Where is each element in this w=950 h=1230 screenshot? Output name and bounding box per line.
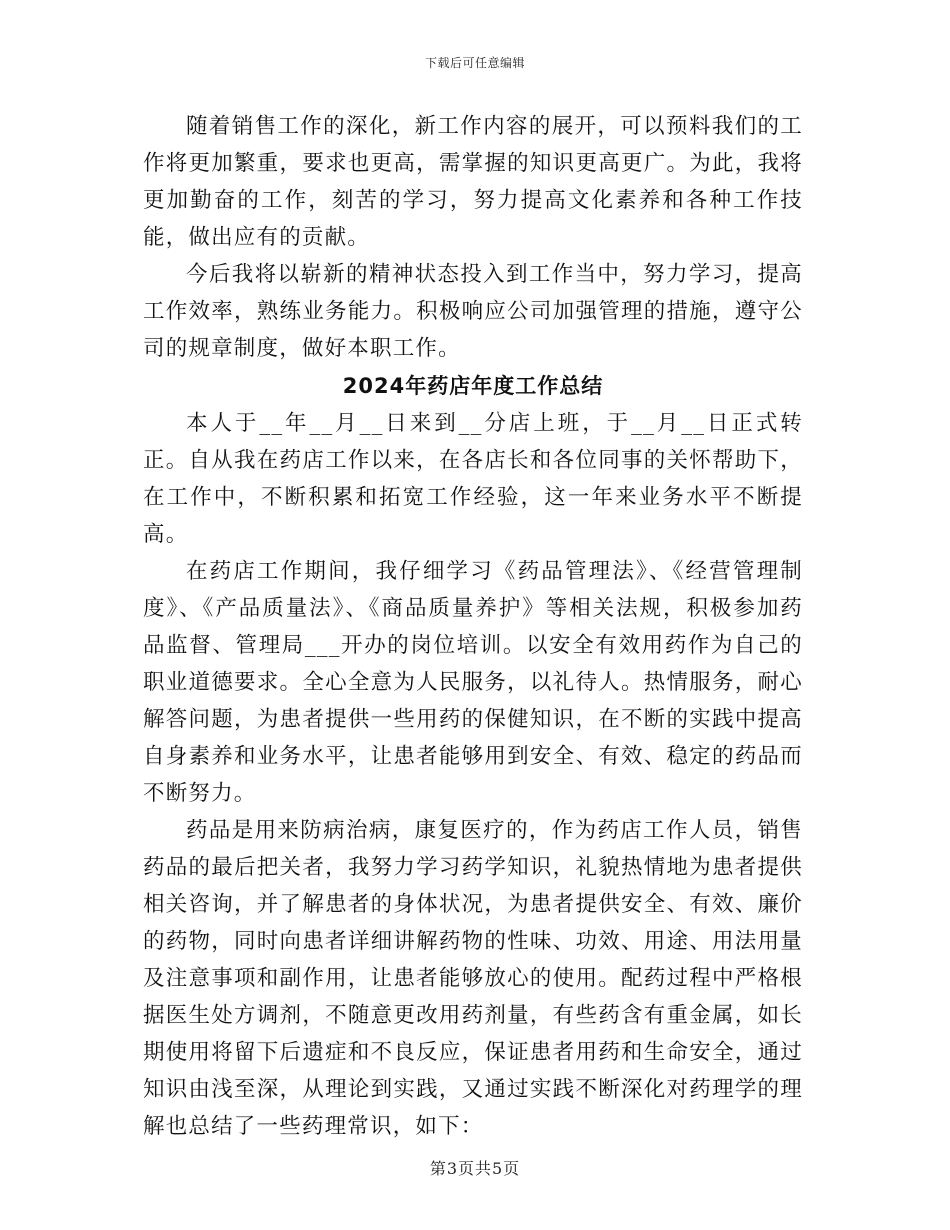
body-paragraph: 在药店工作期间，我仔细学习《药品管理法》、《经营管理制度》、《产品质量法》、《商品质量养护》等相关法规，积极参加药品监督、管理局___开办的岗位培训。以安全有效用药作为自己的职业道德要求。全心全意为人民服务，以礼待人。热情服务，耐心解答问题，为患者提供一些用药的保健知识，在不断的实践中提高自身素养和业务水平，让患者能够用到安全、有效、稳定的药品而不断努力。	[143, 559, 803, 806]
body-paragraph: 今后我将以崭新的精神状态投入到工作当中，努力学习，提高工作效率，熟练业务能力。积极响应公司加强管理的措施，遵守公司的规章制度，做好本职工作。	[143, 262, 803, 361]
page-header: 下载后可任意编辑	[424, 56, 525, 70]
document-body	[143, 108, 803, 1145]
body-paragraph: 随着销售工作的深化，新工作内容的展开，可以预料我们的工作将更加繁重，要求也更高，需掌握的知识更高更广。为此，我将更加勤奋的工作，刻苦的学习，努力提高文化素养和各种工作技能，做出应有的贡献。	[143, 114, 803, 250]
section-title: 2024年药店年度工作总结	[342, 374, 604, 398]
page-footer: 第3页共5页	[429, 1159, 521, 1178]
body-paragraph: 药品是用来防病治病，康复医疗的，作为药店工作人员，销售药品的最后把关者，我努力学习药学知识，礼貌热情地为患者提供相关咨询，并了解患者的身体状况，为患者提供安全、有效、廉价的药物，同时向患者详细讲解药物的性味、功效、用途、用法用量及注意事项和副作用，让患者能够放心的使用。配药过程中严格根据医生处方调剂，不随意更改用药剂量，有些药含有重金属，如长期使用将留下后遗症和不良反应，保证患者用药和生命安全，通过知识由浅至深，从理论到实践，又通过实践不断深化对药理学的理解也总结了一些药理常识，如下：	[143, 818, 803, 1139]
body-paragraph: 本人于__年__月__日来到__分店上班，于__月__日正式转正。自从我在药店工作以来，在各店长和各位同事的关怀帮助下，在工作中，不断积累和拓宽工作经验，这一年来业务水平不断提高。	[143, 411, 803, 547]
